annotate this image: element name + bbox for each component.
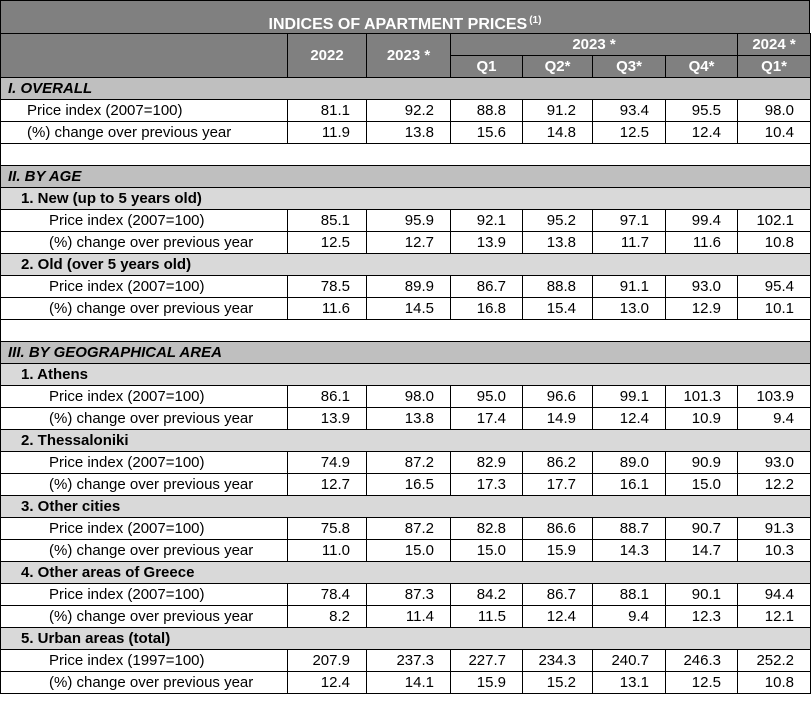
row-label: Price index (2007=100): [1, 386, 288, 408]
value-cell: 82.9: [451, 452, 523, 474]
value-cell: 93.0: [738, 452, 811, 474]
value-cell: 15.0: [451, 540, 523, 562]
group-header-row: [1, 496, 811, 518]
value-cell: 85.1: [288, 210, 367, 232]
value-cell: 9.4: [593, 606, 666, 628]
value-cell: 91.1: [593, 276, 666, 298]
value-cell: 14.5: [367, 298, 451, 320]
value-cell: 8.2: [288, 606, 367, 628]
value-cell: 92.1: [451, 210, 523, 232]
value-cell: 78.4: [288, 584, 367, 606]
value-cell: 91.2: [523, 100, 593, 122]
value-cell: 88.8: [451, 100, 523, 122]
section-title: I. OVERALL: [1, 78, 811, 100]
section-header-row: [1, 166, 811, 188]
value-cell: 87.2: [367, 452, 451, 474]
value-cell: 98.0: [367, 386, 451, 408]
value-cell: 13.1: [593, 672, 666, 694]
value-cell: 12.4: [666, 122, 738, 144]
value-cell: 101.3: [666, 386, 738, 408]
value-cell: 95.0: [451, 386, 523, 408]
value-cell: 97.1: [593, 210, 666, 232]
table-title: [0, 0, 810, 33]
header-group-2024: 2024 *: [738, 34, 811, 56]
value-cell: 92.2: [367, 100, 451, 122]
value-cell: 95.5: [666, 100, 738, 122]
value-cell: 95.4: [738, 276, 811, 298]
value-cell: 13.9: [451, 232, 523, 254]
header-q4-2023: Q4*: [666, 56, 738, 78]
value-cell: 91.3: [738, 518, 811, 540]
value-cell: 15.2: [523, 672, 593, 694]
value-cell: 12.2: [738, 474, 811, 496]
value-cell: 86.7: [523, 584, 593, 606]
group-header-row: [1, 254, 811, 276]
value-cell: 87.2: [367, 518, 451, 540]
value-cell: 10.1: [738, 298, 811, 320]
value-cell: 15.4: [523, 298, 593, 320]
header-label-cell: [1, 34, 288, 78]
value-cell: 13.8: [367, 122, 451, 144]
group-header-row: [1, 188, 811, 210]
value-cell: 84.2: [451, 584, 523, 606]
table-row: [1, 606, 811, 628]
table-header: [1, 34, 811, 78]
value-cell: 12.4: [593, 408, 666, 430]
value-cell: 16.1: [593, 474, 666, 496]
value-cell: 11.6: [288, 298, 367, 320]
group-header-row: [1, 562, 811, 584]
row-label: Price index (1997=100): [1, 650, 288, 672]
value-cell: 90.7: [666, 518, 738, 540]
table-row: [1, 452, 811, 474]
value-cell: 12.5: [288, 232, 367, 254]
value-cell: 93.4: [593, 100, 666, 122]
row-label: (%) change over previous year: [1, 122, 288, 144]
value-cell: 11.7: [593, 232, 666, 254]
value-cell: 17.7: [523, 474, 593, 496]
value-cell: 17.3: [451, 474, 523, 496]
row-label: Price index (2007=100): [1, 276, 288, 298]
value-cell: 102.1: [738, 210, 811, 232]
value-cell: 88.7: [593, 518, 666, 540]
table-title-text: INDICES OF APARTMENT PRICES: [268, 16, 528, 33]
value-cell: 103.9: [738, 386, 811, 408]
row-label: Price index (2007=100): [1, 210, 288, 232]
group-header-row: [1, 430, 811, 452]
value-cell: 207.9: [288, 650, 367, 672]
group-title: 3. Other cities: [1, 496, 811, 518]
value-cell: 86.1: [288, 386, 367, 408]
title-footnote: (1): [529, 15, 542, 26]
table-row: [1, 232, 811, 254]
group-header-row: [1, 628, 811, 650]
table-row: [1, 386, 811, 408]
value-cell: 227.7: [451, 650, 523, 672]
value-cell: 99.4: [666, 210, 738, 232]
value-cell: 95.2: [523, 210, 593, 232]
group-title: 1. Athens: [1, 364, 811, 386]
value-cell: 89.9: [367, 276, 451, 298]
value-cell: 88.1: [593, 584, 666, 606]
value-cell: 15.0: [666, 474, 738, 496]
value-cell: 82.8: [451, 518, 523, 540]
value-cell: 12.4: [523, 606, 593, 628]
value-cell: 12.5: [593, 122, 666, 144]
value-cell: 10.3: [738, 540, 811, 562]
value-cell: 86.6: [523, 518, 593, 540]
value-cell: 14.9: [523, 408, 593, 430]
value-cell: 10.8: [738, 232, 811, 254]
value-cell: 98.0: [738, 100, 811, 122]
value-cell: 14.1: [367, 672, 451, 694]
header-2022: 2022: [288, 34, 367, 78]
value-cell: 12.1: [738, 606, 811, 628]
header-q2-2023: Q2*: [523, 56, 593, 78]
value-cell: 11.4: [367, 606, 451, 628]
value-cell: 74.9: [288, 452, 367, 474]
value-cell: 12.7: [288, 474, 367, 496]
row-label: Price index (2007=100): [1, 584, 288, 606]
header-2023: 2023 *: [367, 34, 451, 78]
value-cell: 10.8: [738, 672, 811, 694]
table-row: [1, 672, 811, 694]
header-q1-2023: Q1: [451, 56, 523, 78]
section-header-row: [1, 78, 811, 100]
value-cell: 13.8: [523, 232, 593, 254]
table-row: [1, 540, 811, 562]
table-row: [1, 650, 811, 672]
value-cell: 15.6: [451, 122, 523, 144]
spacer-row: [1, 320, 811, 342]
value-cell: 11.9: [288, 122, 367, 144]
section-title: II. BY AGE: [1, 166, 811, 188]
table-row: [1, 210, 811, 232]
table-row: [1, 408, 811, 430]
value-cell: 12.7: [367, 232, 451, 254]
header-q3-2023: Q3*: [593, 56, 666, 78]
value-cell: 89.0: [593, 452, 666, 474]
value-cell: 12.3: [666, 606, 738, 628]
section-header-row: [1, 342, 811, 364]
value-cell: 237.3: [367, 650, 451, 672]
spacer-row: [1, 144, 811, 166]
table-body: [1, 78, 811, 694]
value-cell: 17.4: [451, 408, 523, 430]
value-cell: 99.1: [593, 386, 666, 408]
header-q1-2024: Q1*: [738, 56, 811, 78]
group-title: 2. Thessaloniki: [1, 430, 811, 452]
value-cell: 78.5: [288, 276, 367, 298]
value-cell: 10.4: [738, 122, 811, 144]
row-label: (%) change over previous year: [1, 298, 288, 320]
value-cell: 240.7: [593, 650, 666, 672]
group-title: 1. New (up to 5 years old): [1, 188, 811, 210]
table-row: [1, 584, 811, 606]
value-cell: 88.8: [523, 276, 593, 298]
value-cell: 9.4: [738, 408, 811, 430]
value-cell: 75.8: [288, 518, 367, 540]
value-cell: 93.0: [666, 276, 738, 298]
row-label: (%) change over previous year: [1, 232, 288, 254]
value-cell: 94.4: [738, 584, 811, 606]
table-row: [1, 474, 811, 496]
table-row: [1, 518, 811, 540]
value-cell: 90.1: [666, 584, 738, 606]
value-cell: 14.3: [593, 540, 666, 562]
spacer-cell: [1, 320, 811, 342]
row-label: (%) change over previous year: [1, 672, 288, 694]
value-cell: 234.3: [523, 650, 593, 672]
value-cell: 252.2: [738, 650, 811, 672]
row-label: (%) change over previous year: [1, 606, 288, 628]
value-cell: 96.6: [523, 386, 593, 408]
value-cell: 87.3: [367, 584, 451, 606]
value-cell: 90.9: [666, 452, 738, 474]
group-header-row: [1, 364, 811, 386]
prices-table: [0, 33, 811, 694]
table-row: [1, 122, 811, 144]
value-cell: 15.9: [451, 672, 523, 694]
table-row: [1, 100, 811, 122]
value-cell: 95.9: [367, 210, 451, 232]
section-title: III. BY GEOGRAPHICAL AREA: [1, 342, 811, 364]
row-label: (%) change over previous year: [1, 540, 288, 562]
group-title: 5. Urban areas (total): [1, 628, 811, 650]
value-cell: 86.7: [451, 276, 523, 298]
value-cell: 86.2: [523, 452, 593, 474]
value-cell: 10.9: [666, 408, 738, 430]
value-cell: 13.8: [367, 408, 451, 430]
value-cell: 13.0: [593, 298, 666, 320]
value-cell: 16.5: [367, 474, 451, 496]
value-cell: 11.0: [288, 540, 367, 562]
value-cell: 246.3: [666, 650, 738, 672]
value-cell: 15.0: [367, 540, 451, 562]
row-label: (%) change over previous year: [1, 474, 288, 496]
value-cell: 11.6: [666, 232, 738, 254]
value-cell: 13.9: [288, 408, 367, 430]
spacer-cell: [1, 144, 811, 166]
group-title: 4. Other areas of Greece: [1, 562, 811, 584]
group-title: 2. Old (over 5 years old): [1, 254, 811, 276]
value-cell: 14.8: [523, 122, 593, 144]
value-cell: 16.8: [451, 298, 523, 320]
header-group-2023: 2023 *: [451, 34, 738, 56]
row-label: Price index (2007=100): [1, 518, 288, 540]
value-cell: 15.9: [523, 540, 593, 562]
value-cell: 12.4: [288, 672, 367, 694]
value-cell: 12.9: [666, 298, 738, 320]
value-cell: 12.5: [666, 672, 738, 694]
value-cell: 81.1: [288, 100, 367, 122]
row-label: Price index (2007=100): [1, 452, 288, 474]
table-row: [1, 276, 811, 298]
row-label: Price index (2007=100): [1, 100, 288, 122]
row-label: (%) change over previous year: [1, 408, 288, 430]
table-row: [1, 298, 811, 320]
value-cell: 14.7: [666, 540, 738, 562]
value-cell: 11.5: [451, 606, 523, 628]
